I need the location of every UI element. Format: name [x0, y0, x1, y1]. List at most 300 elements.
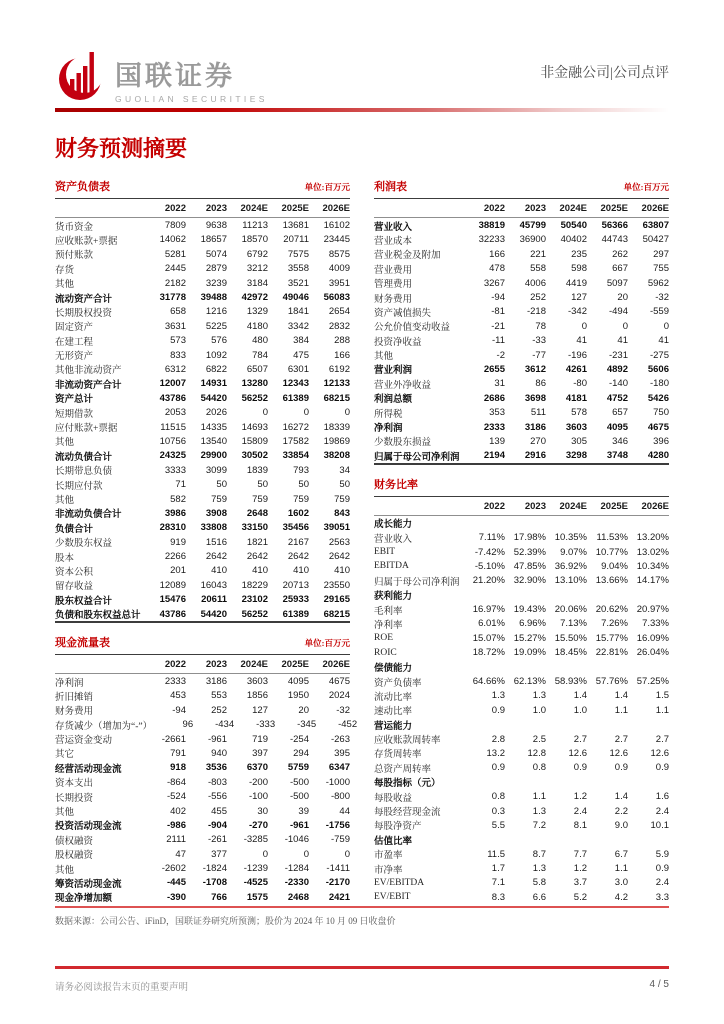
- cell-value: 262: [612, 248, 628, 260]
- table-row: [374, 276, 669, 290]
- cell-value: 12343: [282, 378, 309, 390]
- cell-value: 1092: [205, 349, 227, 361]
- cell-value: 139: [489, 435, 505, 447]
- cell-value: 455: [211, 805, 227, 817]
- cell-value: 235: [571, 248, 587, 260]
- cell-value: 14335: [200, 421, 227, 433]
- cell-value: 38208: [323, 450, 350, 462]
- cell-value: 5225: [205, 320, 227, 332]
- table-row: [55, 761, 350, 775]
- cell-value: 7.13%: [560, 618, 587, 630]
- table-row: [55, 789, 350, 803]
- cell-value: 10756: [159, 435, 186, 447]
- cell-value: 453: [170, 690, 186, 702]
- table-row: [374, 890, 669, 904]
- cell-value: 13.66%: [595, 575, 628, 587]
- table-rows: [55, 674, 358, 905]
- cell-value: 11.5: [487, 848, 505, 860]
- cell-value: -1000: [325, 776, 350, 788]
- cell-value: 2.7: [573, 733, 587, 745]
- cell-value: 1216: [205, 306, 227, 318]
- tables-columns: [55, 178, 669, 904]
- row-label: 股东权益合计: [55, 596, 113, 607]
- cell-value: 21.20%: [472, 575, 505, 587]
- cell-value: 12.6: [609, 747, 628, 759]
- cell-value: 1575: [246, 891, 268, 903]
- cell-value: 4280: [647, 450, 669, 462]
- table-row: [374, 545, 669, 559]
- cell-value: -270: [248, 819, 268, 831]
- cell-value: 10.35%: [554, 532, 587, 544]
- cell-value: 6.01%: [478, 618, 505, 630]
- cell-value: 6.7: [614, 848, 628, 860]
- cell-value: -1046: [284, 834, 309, 846]
- cell-value: 0: [344, 848, 350, 860]
- row-label: 流动资产合计: [55, 294, 113, 305]
- cell-value: 1.4: [573, 690, 587, 702]
- cell-value: -556: [207, 791, 227, 803]
- cell-value: 20: [298, 704, 309, 716]
- row-label: 少数股东权益: [55, 539, 113, 550]
- row-label: 每股收益: [374, 793, 413, 804]
- cell-value: 13280: [241, 378, 268, 390]
- cell-value: 7.7: [573, 848, 587, 860]
- cell-value: 2879: [205, 263, 227, 275]
- cell-value: 1.1: [532, 791, 546, 803]
- cell-value: 3603: [246, 676, 268, 688]
- cell-value: 3521: [287, 277, 309, 289]
- cell-value: 12.6: [568, 747, 587, 759]
- table-rows: [374, 516, 669, 905]
- row-label: 速动比率: [374, 707, 413, 718]
- table-row: [374, 761, 669, 775]
- row-label: 非流动负债合计: [55, 510, 122, 521]
- cell-value: 22.81%: [595, 647, 628, 659]
- cell-value: 4261: [565, 363, 587, 375]
- cell-value: 16272: [282, 421, 309, 433]
- cell-value: -494: [608, 306, 628, 318]
- cell-value: 511: [530, 407, 546, 419]
- table-row: [55, 463, 350, 477]
- cell-value: 15.07%: [472, 632, 505, 644]
- cell-value: -345: [297, 719, 317, 731]
- cell-value: -2170: [325, 877, 350, 889]
- cell-value: 45799: [519, 220, 546, 232]
- cell-value: 6822: [205, 363, 227, 375]
- cell-value: 13.2: [486, 747, 505, 759]
- tables-bottom-rule: [55, 906, 669, 908]
- cell-value: 3536: [205, 762, 227, 774]
- cell-value: -254: [289, 733, 309, 745]
- table-title: 利润表: [374, 181, 407, 194]
- row-label: ROIC: [374, 647, 397, 658]
- row-label: 货币资金: [55, 222, 94, 233]
- cell-value: 1.4: [614, 791, 628, 803]
- cell-value: -100: [248, 791, 268, 803]
- cell-value: 2024: [328, 690, 350, 702]
- table-year-header: [55, 199, 350, 218]
- cell-value: 63807: [642, 220, 669, 232]
- cell-value: 50: [298, 479, 309, 491]
- guolian-logo-icon: [55, 48, 107, 104]
- cell-value: 32233: [478, 234, 505, 246]
- cell-value: 1.1: [614, 704, 628, 716]
- table-title: 现金流量表: [55, 637, 110, 650]
- cell-value: 252: [211, 704, 227, 716]
- cell-value: 3239: [205, 277, 227, 289]
- table-row: [55, 305, 350, 319]
- table-row: [374, 516, 669, 530]
- cell-value: 18229: [241, 579, 268, 591]
- cell-value: 11515: [160, 421, 186, 433]
- cell-value: -94: [172, 704, 186, 716]
- table-row: [374, 646, 669, 660]
- cell-value: 56252: [241, 392, 268, 404]
- table-row: [374, 405, 669, 419]
- table-row: [374, 789, 669, 803]
- cell-value: 6370: [246, 762, 268, 774]
- cell-value: 13.02%: [636, 546, 669, 558]
- cell-value: 127: [571, 292, 587, 304]
- cell-value: 0.8: [532, 762, 546, 774]
- cell-value: 3186: [524, 421, 546, 433]
- cell-value: 1.2: [573, 863, 587, 875]
- year-header: 2022: [483, 500, 505, 512]
- cell-value: 39051: [323, 522, 350, 534]
- cell-value: 3099: [205, 464, 227, 476]
- row-label: 获利能力: [374, 592, 413, 603]
- cell-value: 25933: [282, 594, 309, 606]
- cell-value: 17.98%: [513, 532, 546, 544]
- cell-value: 1856: [246, 690, 268, 702]
- cell-value: 8575: [328, 248, 350, 260]
- row-label: 估值比率: [374, 836, 413, 847]
- cell-value: 3186: [205, 676, 227, 688]
- row-label: 营业利润: [374, 366, 413, 377]
- year-header: 2025E: [281, 202, 309, 214]
- cell-value: 32.90%: [513, 575, 546, 587]
- row-label: 投资活动现金流: [55, 822, 122, 833]
- row-label: 每股净资产: [374, 822, 422, 833]
- table-row: [374, 559, 669, 573]
- right-column: [374, 178, 669, 904]
- cell-value: 1821: [246, 536, 268, 548]
- row-label: 资产减值损失: [374, 308, 432, 319]
- cell-value: -218: [526, 306, 546, 318]
- cell-value: 384: [293, 335, 309, 347]
- row-label: 固定资产: [55, 323, 94, 334]
- cell-value: 1.4: [614, 690, 628, 702]
- cell-value: 576: [211, 335, 227, 347]
- cell-value: -333: [256, 719, 276, 731]
- year-header: 2022: [164, 202, 186, 214]
- cell-value: 3698: [524, 392, 546, 404]
- table-row: [374, 660, 669, 674]
- cell-value: 5.9: [655, 848, 669, 860]
- cell-value: 1.3: [491, 690, 505, 702]
- cell-value: 5.8: [532, 877, 546, 889]
- brand-name: 国联证券: [115, 61, 235, 91]
- cell-value: 0.9: [655, 762, 669, 774]
- cell-value: 16.09%: [636, 632, 669, 644]
- table-row: [55, 405, 350, 419]
- cell-value: 4181: [565, 392, 587, 404]
- cell-value: 4892: [606, 363, 628, 375]
- table-row: [374, 391, 669, 405]
- cell-value: 42972: [241, 292, 268, 304]
- cell-value: 288: [334, 335, 350, 347]
- table-row: [55, 775, 350, 789]
- table-row: [374, 420, 669, 434]
- cell-value: 2832: [328, 320, 350, 332]
- year-header: 2023: [205, 658, 227, 670]
- table-title-row: [374, 476, 669, 497]
- cell-value: 30502: [241, 450, 268, 462]
- table-row: [55, 703, 350, 717]
- cell-value: 1.3: [532, 863, 546, 875]
- cell-value: 2026: [205, 407, 227, 419]
- cell-value: 4095: [606, 421, 628, 433]
- table-row: [374, 718, 669, 732]
- table-row: [55, 391, 350, 405]
- cell-value: 2421: [328, 891, 350, 903]
- cell-value: 657: [612, 407, 628, 419]
- cell-value: 1.7: [491, 863, 505, 875]
- cell-value: 2642: [287, 551, 309, 563]
- cell-value: 4180: [246, 320, 268, 332]
- cell-value: 759: [293, 493, 309, 505]
- table-row: [374, 674, 669, 688]
- row-label: 应收账款周转率: [374, 736, 441, 747]
- table-row: [374, 233, 669, 247]
- cell-value: 553: [211, 690, 227, 702]
- table-row: [374, 262, 669, 276]
- cell-value: -3285: [243, 834, 268, 846]
- cell-value: 41: [617, 335, 628, 347]
- cell-value: 558: [530, 263, 546, 275]
- cell-value: 15.50%: [554, 632, 587, 644]
- row-label: 股权融资: [55, 851, 94, 862]
- cell-value: -500: [289, 776, 309, 788]
- cell-value: 2194: [483, 450, 505, 462]
- row-label: 资产负债率: [374, 678, 422, 689]
- cash-flow-table: [55, 634, 358, 905]
- cell-value: 2655: [483, 363, 505, 375]
- cell-value: 44: [339, 805, 350, 817]
- row-label: 应付账款+票据: [55, 424, 118, 435]
- cell-value: 6.6: [532, 891, 546, 903]
- table-row: [55, 420, 350, 434]
- year-header: 2022: [164, 658, 186, 670]
- cell-value: 4006: [524, 277, 546, 289]
- table-row: [55, 890, 350, 904]
- unit-label: 单位:百万元: [304, 182, 350, 193]
- cell-value: 4752: [606, 392, 628, 404]
- cell-value: 2642: [246, 551, 268, 563]
- cell-value: 10.34%: [636, 560, 669, 572]
- row-label: 长期股权投资: [55, 308, 113, 319]
- cell-value: 221: [530, 248, 546, 260]
- cell-value: -4525: [243, 877, 268, 889]
- cell-value: 50: [257, 479, 268, 491]
- cell-value: 2642: [328, 551, 350, 563]
- brand-name-en: GUOLIAN SECURITIES: [115, 94, 268, 104]
- cell-value: 3.0: [614, 877, 628, 889]
- table-row: [374, 631, 669, 645]
- table-row: [55, 689, 350, 703]
- table-row: [374, 818, 669, 832]
- cell-value: -986: [166, 819, 186, 831]
- cell-value: 61389: [282, 608, 309, 620]
- cell-value: 201: [170, 565, 186, 577]
- cell-value: 4419: [565, 277, 587, 289]
- row-label: 净利润: [55, 678, 84, 689]
- table-row: [55, 732, 350, 746]
- cell-value: 12089: [159, 579, 186, 591]
- cell-value: 11213: [242, 220, 268, 232]
- year-header: 2023: [524, 500, 546, 512]
- table-title: 财务比率: [374, 479, 418, 492]
- cell-value: 68215: [323, 608, 350, 620]
- cell-value: 23550: [323, 579, 350, 591]
- cell-value: -390: [166, 891, 186, 903]
- cell-value: -231: [608, 349, 628, 361]
- cell-value: 3298: [565, 450, 587, 462]
- cell-value: 2.7: [655, 733, 669, 745]
- cell-value: 2.8: [491, 733, 505, 745]
- table-row: [374, 847, 669, 861]
- table-year-header: [55, 655, 350, 674]
- cell-value: 50: [339, 479, 350, 491]
- cell-value: 2266: [164, 551, 186, 563]
- financial-ratios-table: [374, 476, 669, 905]
- table-row: [55, 247, 350, 261]
- year-header: 2025E: [281, 658, 309, 670]
- row-label: 营运能力: [374, 721, 413, 732]
- cell-value: 17582: [282, 435, 309, 447]
- cell-value: 750: [653, 407, 669, 419]
- table-row: [55, 847, 350, 861]
- cell-value: 1329: [246, 306, 268, 318]
- cell-value: 353: [489, 407, 505, 419]
- cell-value: -800: [330, 791, 350, 803]
- doc-type-label: 非金融公司|公司点评: [540, 66, 669, 81]
- table-row: [55, 535, 350, 549]
- cell-value: 23445: [323, 234, 350, 246]
- row-label: 其他非流动资产: [55, 366, 122, 377]
- year-header: 2023: [205, 202, 227, 214]
- table-row: [55, 348, 350, 362]
- cell-value: -261: [207, 834, 227, 846]
- cell-value: -803: [207, 776, 227, 788]
- cell-value: 64.66%: [472, 676, 505, 688]
- cell-value: 13.10%: [554, 575, 587, 587]
- cell-value: 3267: [483, 277, 505, 289]
- cell-value: -759: [330, 834, 350, 846]
- cell-value: 54420: [200, 608, 227, 620]
- year-header: 2026E: [322, 658, 350, 670]
- row-label: 毛利率: [374, 606, 403, 617]
- cell-value: 3342: [287, 320, 309, 332]
- cell-value: 0: [262, 407, 268, 419]
- row-label: 其他: [55, 496, 75, 506]
- balance-sheet-table: [55, 178, 350, 623]
- cell-value: 9.04%: [601, 560, 628, 572]
- cell-value: 36.92%: [554, 560, 587, 572]
- cell-value: 10.1: [650, 819, 669, 831]
- cell-value: 940: [211, 747, 227, 759]
- cell-value: 7575: [287, 248, 309, 260]
- table-rows: [374, 218, 669, 465]
- cell-value: 3951: [328, 277, 350, 289]
- cell-value: 5962: [647, 277, 669, 289]
- cell-value: 766: [211, 891, 227, 903]
- cell-value: 0.9: [655, 863, 669, 875]
- row-label: 每股指标（元）: [374, 779, 441, 790]
- table-row: [374, 290, 669, 304]
- row-label: 存货: [55, 265, 75, 276]
- cell-value: -1411: [326, 863, 350, 875]
- cell-value: 18.72%: [472, 647, 505, 659]
- row-label: 每股经营现金流: [374, 808, 441, 819]
- cell-value: 7809: [164, 220, 186, 232]
- cell-value: 2.4: [655, 877, 669, 889]
- cell-value: 5097: [606, 277, 628, 289]
- cell-value: -275: [649, 349, 669, 361]
- year-header: 2024E: [559, 202, 587, 214]
- table-row: [55, 593, 350, 607]
- cell-value: 833: [170, 349, 186, 361]
- year-header: 2024E: [240, 202, 268, 214]
- cell-value: -904: [207, 819, 227, 831]
- row-label: 归属于母公司净利润: [374, 452, 460, 463]
- cell-value: 478: [489, 263, 505, 275]
- cell-value: 58.93%: [554, 676, 587, 688]
- cell-value: 14693: [241, 421, 268, 433]
- cell-value: 7.1: [491, 877, 505, 889]
- row-label: EBITDA: [374, 561, 409, 572]
- cell-value: -196: [567, 349, 587, 361]
- cell-value: 9.07%: [560, 546, 587, 558]
- row-label: 现金净增加额: [55, 894, 113, 905]
- cell-value: 0: [344, 407, 350, 419]
- cell-value: 13540: [200, 435, 227, 447]
- cell-value: 3986: [164, 507, 186, 519]
- table-title-row: [374, 178, 669, 199]
- cell-value: 475: [293, 349, 309, 361]
- cell-value: 13.20%: [636, 532, 669, 544]
- table-title-row: [55, 634, 350, 655]
- footer-row: [55, 979, 669, 993]
- row-label: 其他: [374, 352, 394, 363]
- cell-value: 3908: [205, 507, 227, 519]
- cell-value: -2602: [161, 863, 186, 875]
- table-row: [374, 305, 669, 319]
- cell-value: 31778: [159, 292, 186, 304]
- cell-value: 0: [663, 320, 669, 332]
- cell-value: 57.76%: [595, 676, 628, 688]
- table-row: [55, 861, 350, 875]
- row-label: 少数股东损益: [374, 438, 432, 449]
- cell-value: 402: [170, 805, 186, 817]
- cell-value: 2.4: [655, 805, 669, 817]
- cell-value: 15476: [159, 594, 186, 606]
- cell-value: -434: [215, 719, 235, 731]
- cell-value: 1.0: [573, 704, 587, 716]
- row-label: 资本公积: [55, 567, 94, 578]
- row-label: 净利润: [374, 424, 403, 435]
- cell-value: 18657: [200, 234, 227, 246]
